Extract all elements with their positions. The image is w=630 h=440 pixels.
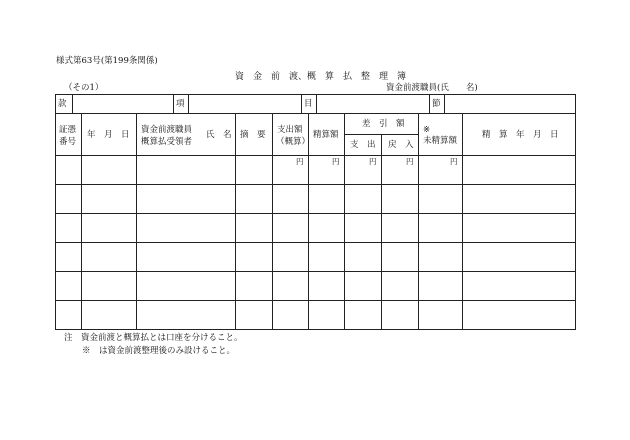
kou-label: 項 — [176, 99, 185, 109]
unsettled-header: 未精算額 — [423, 136, 458, 146]
note-line-1: 注 資金前渡と概算払とは口座を分けること。 — [64, 333, 243, 343]
kan-label: 款 — [58, 99, 67, 109]
unit-label: 円 — [450, 157, 458, 166]
name-header: 氏 名 — [206, 130, 232, 140]
date-header: 年 月 日 — [87, 130, 130, 140]
setsu-label: 節 — [432, 99, 441, 109]
moku-label: 目 — [304, 99, 313, 109]
unit-label: 円 — [296, 157, 304, 166]
payee-header: 概算払受領者 — [141, 137, 193, 147]
part-label: （その1） — [64, 83, 104, 93]
unit-label: 円 — [332, 157, 340, 166]
unsettled-mark: ※ — [423, 125, 431, 135]
form-number: 様式第63号(第199条関係) — [56, 56, 158, 66]
voucher-header-2: 番号 — [59, 137, 77, 147]
voucher-header-1: 証憑 — [59, 125, 77, 135]
note-line-2: ※ は資金前渡整理後のみ設けること。 — [82, 346, 236, 356]
summary-header: 摘 要 — [240, 130, 266, 140]
page-title: 資 金 前 渡、概 算 払 整 理 簿 — [235, 72, 407, 82]
balance-pay-header: 支 出 — [350, 140, 376, 150]
official-name-label: 資金前渡職員(氏 名) — [386, 83, 478, 93]
unit-label: 円 — [406, 157, 414, 166]
balance-return-header: 戻 入 — [388, 140, 414, 150]
official-header: 資金前渡職員 — [141, 125, 193, 135]
payment-header-1: 支出額 — [277, 125, 303, 135]
settle-date-header: 精 算 年 月 日 — [482, 130, 559, 140]
payment-header-2: （概算） — [276, 137, 311, 147]
settled-header: 精算額 — [313, 130, 339, 140]
unit-label: 円 — [369, 157, 377, 166]
balance-header: 差 引 額 — [362, 119, 405, 129]
